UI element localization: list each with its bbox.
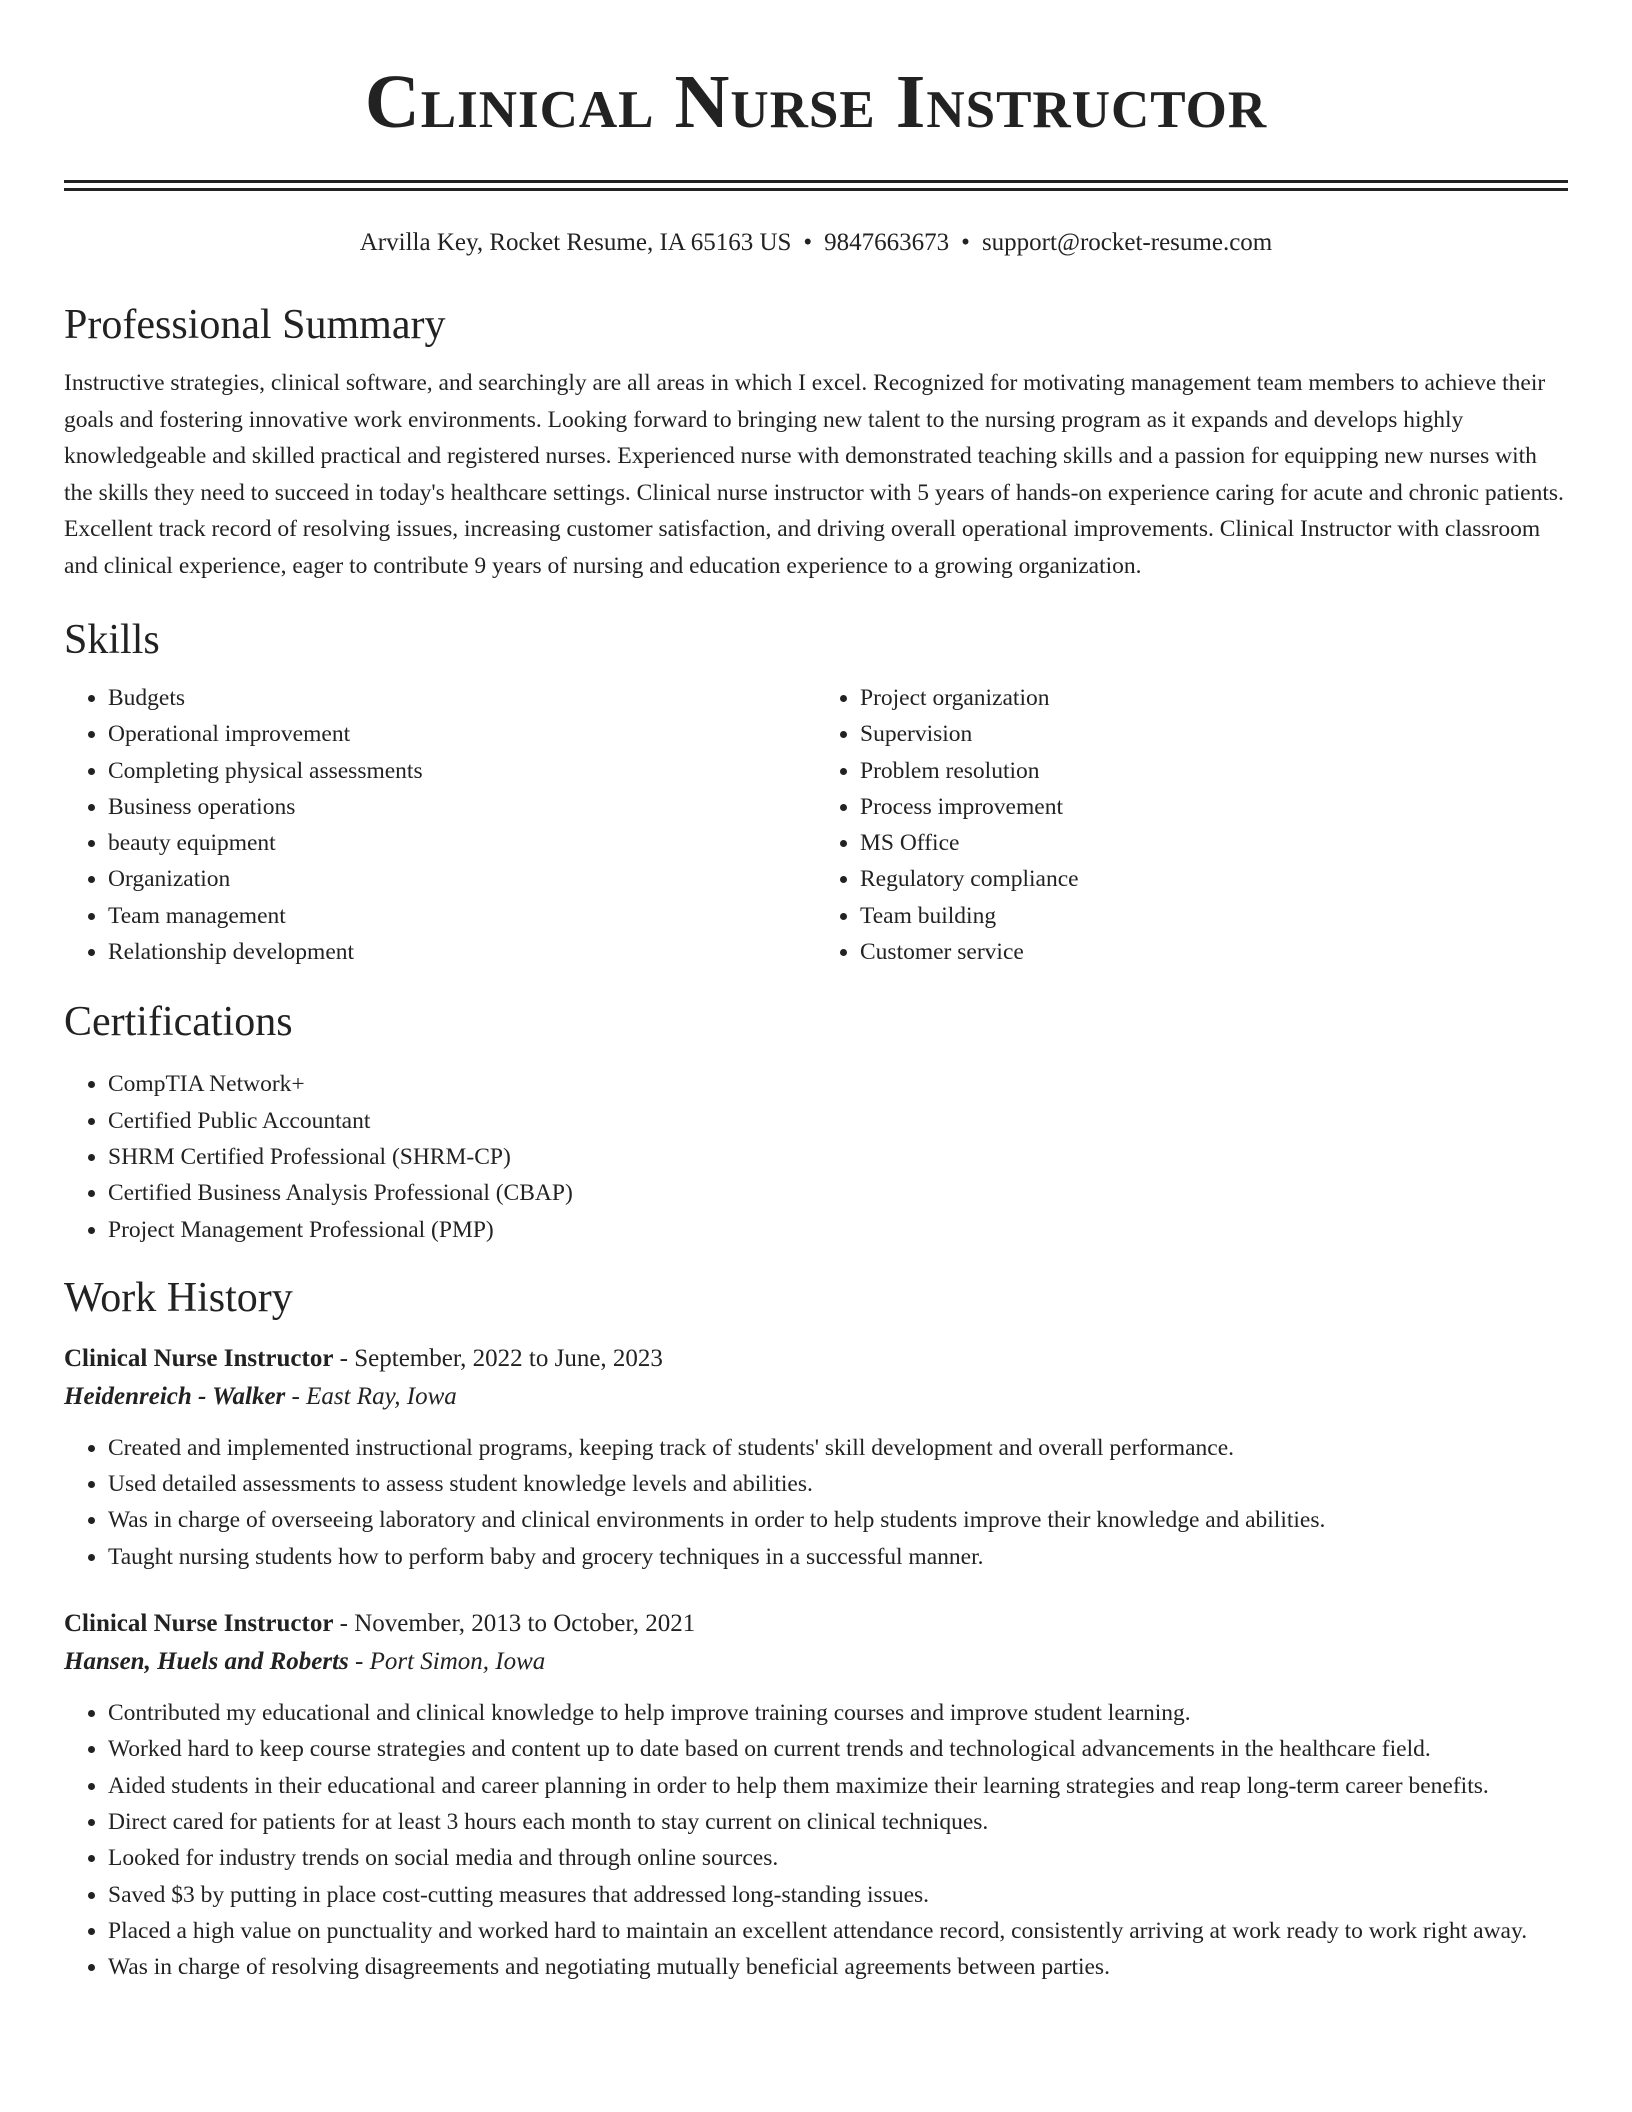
contact-line: [64, 227, 1568, 259]
certifications-heading: Certifications: [64, 999, 293, 1046]
job-bullets: [64, 1695, 1568, 1985]
certification-item: • Certified Public Accountant: [108, 1103, 1568, 1139]
skill-item: • Budgets: [108, 680, 816, 716]
job-bullet: • Aided students in their educational and career planning in order to help them maximize their learning strategies and reap long-term career benefits.: [108, 1768, 1568, 1804]
job-entry: [64, 1342, 1568, 1575]
job-company-line: [64, 1380, 1568, 1414]
contact-separator: •: [961, 229, 970, 256]
certifications-list: [64, 1066, 1568, 1247]
skills-heading: Skills: [64, 617, 160, 663]
skill-item: • beauty equipment: [108, 825, 816, 861]
skills-list-left: [64, 680, 816, 970]
certification-item: • SHRM Certified Professional (SHRM-CP): [108, 1139, 1568, 1175]
certification-item: • Project Management Professional (PMP): [108, 1212, 1568, 1248]
job-bullet: • Worked hard to keep course strategies and content up to date based on current trends and technological advancements in the healthcare field.: [108, 1731, 1568, 1767]
skills-columns: [64, 680, 1568, 970]
skill-item: • Team management: [108, 898, 816, 934]
job-bullets: [64, 1430, 1568, 1575]
job-company: Heidenreich - Walker: [64, 1382, 286, 1410]
job-location: - East Ray, Iowa: [285, 1382, 457, 1410]
certification-item: • Certified Business Analysis Professional (CBAP): [108, 1175, 1568, 1211]
skill-item: • Business operations: [108, 789, 816, 825]
job-company: Hansen, Huels and Roberts: [64, 1648, 349, 1676]
contact-phone: 9847663673: [824, 229, 950, 256]
job-title-line: [64, 1607, 1568, 1641]
job-bullet: • Placed a high value on punctuality and worked hard to maintain an excellent attendance record, consistently arriving at work ready to work right away.: [108, 1913, 1568, 1949]
skill-item: • Relationship development: [108, 934, 816, 970]
contact-separator: •: [803, 229, 813, 256]
job-bullet: • Was in charge of resolving disagreements and negotiating mutually beneficial agreements between parties.: [108, 1949, 1568, 1985]
job-bullet: • Created and implemented instructional programs, keeping track of students' skill development and overall performance.: [108, 1430, 1568, 1466]
skill-item: • Team building: [860, 898, 1568, 934]
job-bullet: • Used detailed assessments to assess student knowledge levels and abilities.: [108, 1466, 1568, 1502]
skill-item: • Regulatory compliance: [860, 861, 1568, 897]
skill-item: • Completing physical assessments: [108, 753, 816, 789]
job-bullet: • Was in charge of overseeing laboratory and clinical environments in order to help students improve their knowledge and abilities.: [108, 1502, 1568, 1538]
job-title: Clinical Nurse Instructor: [64, 1344, 334, 1372]
skill-item: • Process improvement: [860, 789, 1568, 825]
contact-address: Arvilla Key, Rocket Resume, IA 65163 US: [359, 229, 792, 256]
job-company-line: [64, 1645, 1568, 1679]
skill-item: • Project organization: [860, 680, 1568, 716]
job-bullet: • Saved $3 by putting in place cost-cutting measures that addressed long-standing issues.: [108, 1877, 1568, 1913]
job-bullet: • Contributed my educational and clinical knowledge to help improve training courses and improve student learning.: [108, 1695, 1568, 1731]
job-dates: - September, 2022 to June, 2023: [333, 1344, 663, 1372]
work-history-heading: Work History: [64, 1274, 293, 1321]
certification-item: • CompTIA Network+: [108, 1066, 1568, 1102]
job-entry: [64, 1607, 1568, 1985]
job-bullet: • Looked for industry trends on social media and through online sources.: [108, 1840, 1568, 1876]
resume-title: Clinical Nurse Instructor: [364, 60, 1268, 144]
summary-text: Instructive strategies, clinical software, and searchingly are all areas in which I excel. Recognized for motivating management team members to achieve their goals and fostering innovative work environments. Looking forward to bringing new talent to the nursing program as it expands and develops highly knowledgeable and skilled practical and registered nurses. Experienced nurse with demonstrated teaching skills and a passion for equipping new nurses with the skills they need to succeed in today's healthcare settings. Clinical nurse instructor with 5 years of hands-on experience caring for acute and chronic patients. Excellent track record of resolving issues, increasing customer satisfaction, and driving overall operational improvements. Clinical Instructor with classroom and clinical experience, eager to contribute 9 years of nursing and education experience to a growing organization.: [64, 370, 1564, 579]
job-location: - Port Simon, Iowa: [348, 1648, 546, 1676]
title-divider: [64, 180, 1568, 191]
job-dates: - November, 2013 to October, 2021: [333, 1610, 696, 1638]
contact-email[interactable]: support@rocket-resume.com: [981, 229, 1273, 256]
skill-item: • MS Office: [860, 825, 1568, 861]
job-bullet: • Taught nursing students how to perform baby and grocery techniques in a successful manner.: [108, 1539, 1568, 1575]
skill-item: • Supervision: [860, 716, 1568, 752]
skill-item: • Problem resolution: [860, 753, 1568, 789]
summary-heading: Professional Summary: [64, 302, 446, 348]
skill-item: • Organization: [108, 861, 816, 897]
job-title: Clinical Nurse Instructor: [64, 1610, 334, 1638]
job-title-line: [64, 1342, 1568, 1376]
skill-item: • Customer service: [860, 934, 1568, 970]
skills-list-right: [816, 680, 1568, 970]
skill-item: • Operational improvement: [108, 716, 816, 752]
job-bullet: • Direct cared for patients for at least 3 hours each month to stay current on clinical techniques.: [108, 1804, 1568, 1840]
